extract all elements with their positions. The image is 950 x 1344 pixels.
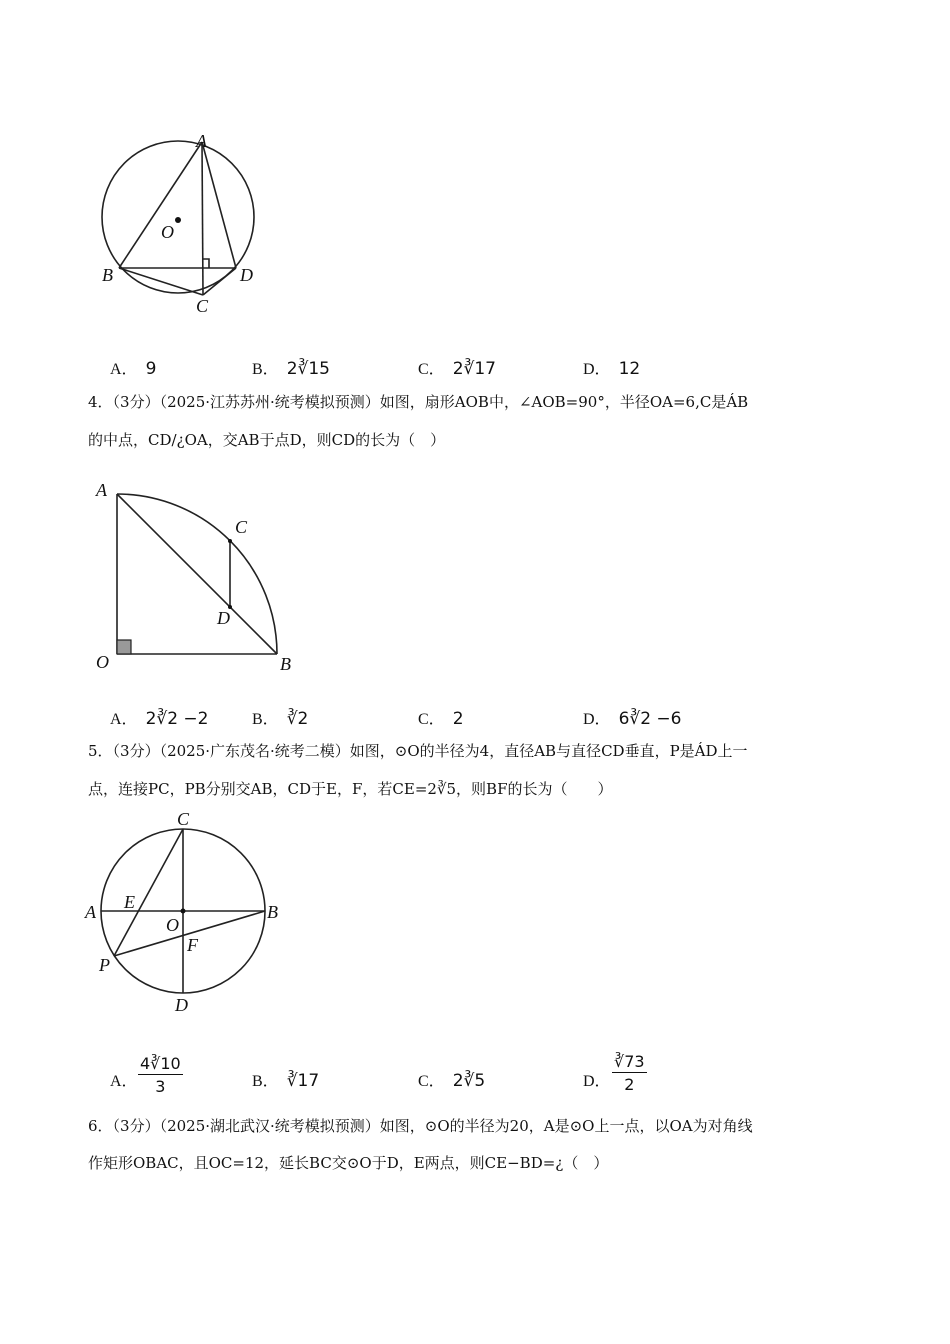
label-E: E — [124, 892, 135, 912]
option-label: C． — [418, 1073, 445, 1090]
q5-option-c[interactable] — [418, 1068, 485, 1091]
q5-text-line-2: 点，连接PC，PB分别交AB，CD于E，F，若CE=2∛5，则BF的长为（ ） — [88, 780, 613, 798]
sector-lines — [117, 494, 277, 654]
q6-text-line-2: 作矩形OBAC，且OC=12，延长BC交⊙O于D，E两点，则CE−BD=¿（ ） — [88, 1154, 609, 1172]
center-point — [181, 909, 186, 914]
q4-option-d[interactable] — [583, 706, 682, 729]
option-label: A． — [110, 711, 138, 728]
q5-option-d-label[interactable] — [583, 1068, 611, 1091]
option-value: 2∛15 — [286, 359, 330, 379]
q5-option-d-fraction — [612, 1052, 647, 1094]
q4-text-line-1: 4．（3分）（2025·江苏苏州·统考模拟预测）如图，扇形AOB中，∠AOB=90°，半径OA=6,C是ÁB — [88, 393, 749, 411]
figure-q4 — [90, 478, 305, 678]
figure-q3 — [95, 128, 275, 318]
label-O: O — [161, 222, 174, 242]
option-value: ∛2 — [286, 709, 309, 729]
q4-option-b[interactable] — [252, 706, 308, 729]
q4-option-a[interactable] — [110, 706, 209, 729]
label-D: D — [240, 265, 253, 285]
option-value: 2∛5 — [452, 1071, 486, 1091]
option-value: 12 — [618, 359, 641, 379]
numerator: ∛73 — [614, 1052, 645, 1071]
q3-option-a[interactable] — [110, 356, 156, 379]
label-F: F — [187, 935, 198, 955]
q3-option-d[interactable] — [583, 356, 640, 379]
q5-text-line-1: 5．（3分）（2025·广东茂名·统考二模）如图，⊙O的半径为4，直径AB与直径CD垂直，P是ÁD上一 — [88, 742, 748, 760]
label-B: B — [280, 654, 291, 674]
q5-option-a-label[interactable] — [110, 1068, 138, 1091]
q4-text-line-2: 的中点，CD/¿OA，交AB于点D，则CD的长为（ ） — [88, 431, 446, 449]
label-O: O — [96, 652, 109, 672]
q4-option-c[interactable] — [418, 706, 464, 729]
label-A: A — [96, 480, 107, 500]
label-O: O — [166, 915, 179, 935]
q3-option-c[interactable] — [418, 356, 496, 379]
right-angle-mark — [117, 640, 131, 654]
label-B: B — [267, 902, 278, 922]
figure-q5 — [80, 805, 295, 1020]
label-D: D — [175, 995, 188, 1015]
q5-option-a-fraction — [138, 1054, 183, 1096]
option-label: A． — [110, 1073, 138, 1090]
label-A: A — [196, 131, 207, 151]
option-value: 2∛2 −2 — [145, 709, 209, 729]
label-D: D — [217, 608, 230, 628]
option-label: D． — [583, 711, 611, 728]
option-label: A． — [110, 361, 138, 378]
q6-text-line-1: 6．（3分）（2025·湖北武汉·统考模拟预测）如图，⊙O的半径为20，A是⊙O上一点，以OA为对角线 — [88, 1117, 753, 1135]
option-value: 9 — [145, 359, 157, 379]
label-P: P — [99, 955, 110, 975]
option-value: 6∛2 −6 — [618, 709, 682, 729]
q5-option-b[interactable] — [252, 1068, 319, 1091]
q3-option-b[interactable] — [252, 356, 330, 379]
option-label: C． — [418, 361, 445, 378]
label-A: A — [85, 902, 96, 922]
center-point — [175, 217, 181, 223]
option-value: 2 — [452, 709, 464, 729]
option-label: B． — [252, 361, 279, 378]
option-label: D． — [583, 361, 611, 378]
option-label: B． — [252, 1073, 279, 1090]
option-value: ∛17 — [286, 1071, 320, 1091]
option-label: D． — [583, 1073, 611, 1090]
option-label: C． — [418, 711, 445, 728]
label-C: C — [177, 809, 190, 829]
denominator: 2 — [624, 1075, 635, 1094]
denominator: 3 — [155, 1077, 166, 1096]
label-C: C — [235, 517, 248, 537]
label-B: B — [102, 265, 113, 285]
numerator: 4∛10 — [140, 1054, 181, 1073]
point-C — [228, 539, 232, 543]
option-label: B． — [252, 711, 279, 728]
option-value: 2∛17 — [452, 359, 496, 379]
label-C: C — [196, 296, 209, 316]
